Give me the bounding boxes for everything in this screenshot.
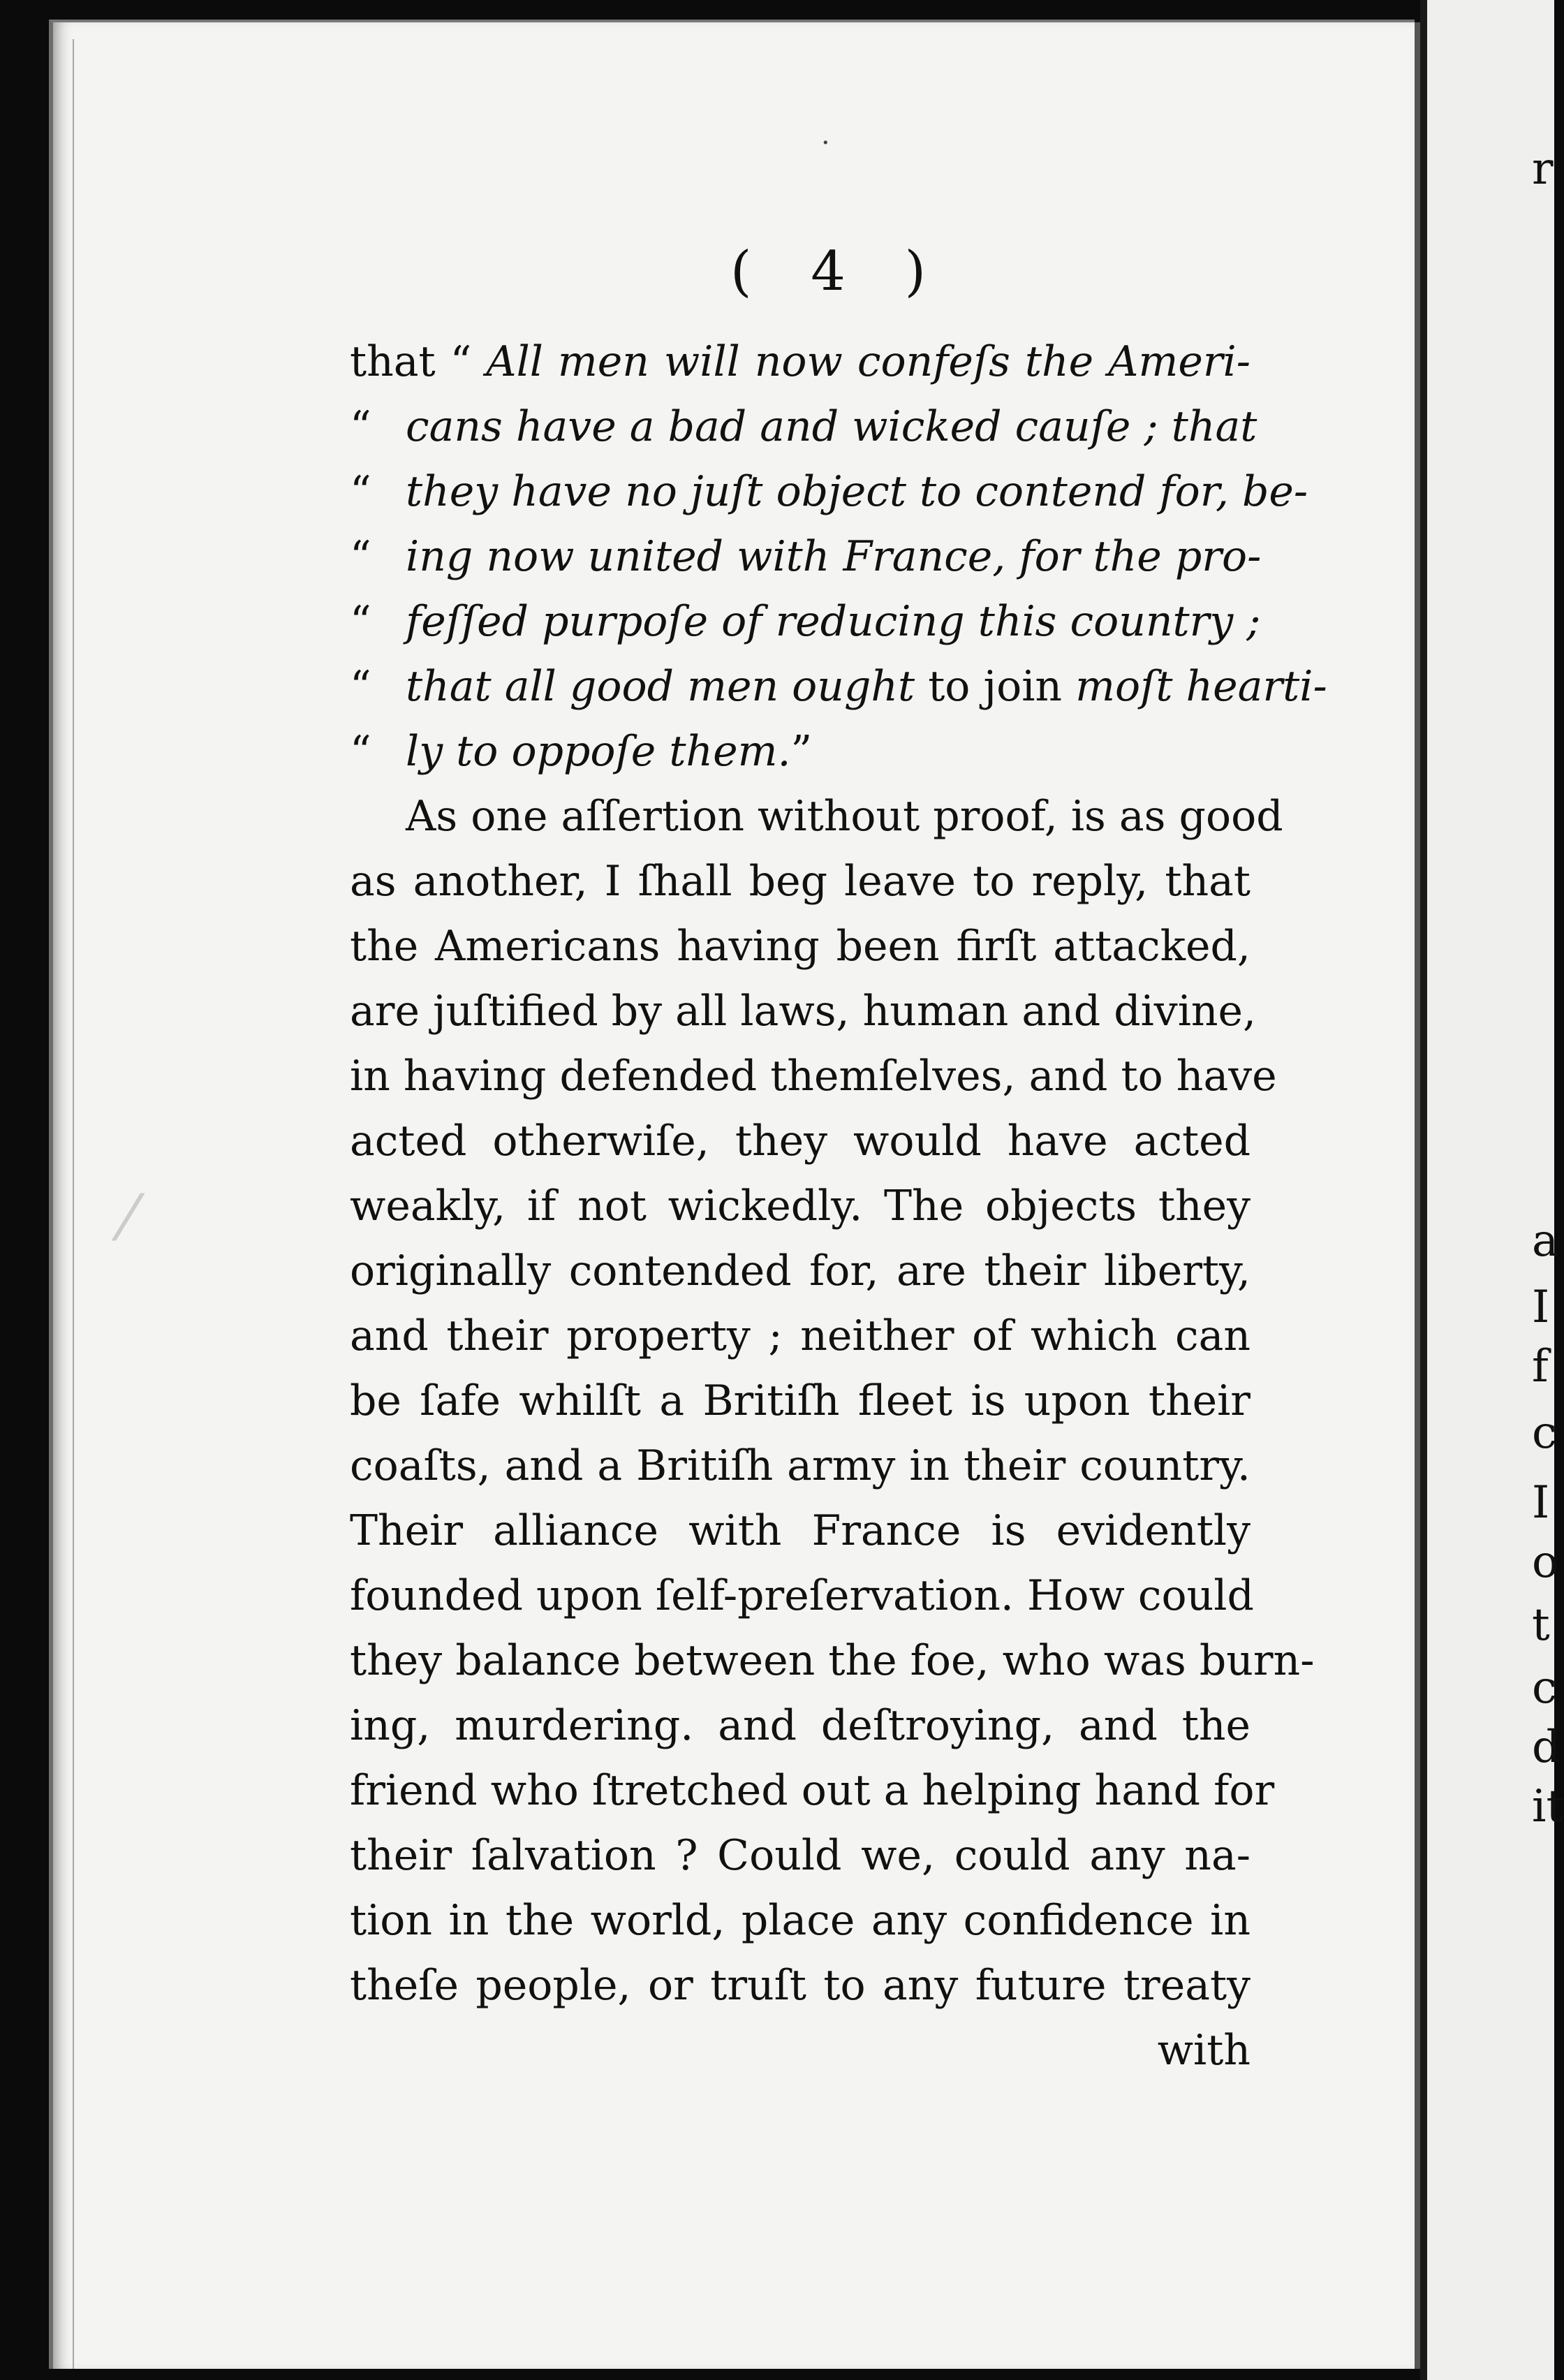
italic-run: moſt hearti- xyxy=(1075,662,1327,711)
text-line xyxy=(350,1174,1251,1239)
text-run: be ſafe whilſt a Britiſh fleet is upon their xyxy=(350,1376,1251,1425)
text-line xyxy=(350,1239,1251,1304)
text-line xyxy=(350,1304,1251,1369)
text-line xyxy=(350,1629,1315,1694)
text-run: with xyxy=(1157,2026,1251,2075)
text-line xyxy=(350,1434,1251,1499)
text-line xyxy=(350,524,1262,589)
text-run: and their property ; neither of which can xyxy=(350,1312,1251,1360)
facing-page-letter: a xyxy=(1532,1215,1559,1267)
body-text xyxy=(350,330,1327,2083)
text-run: “ xyxy=(350,597,371,646)
text-line xyxy=(350,914,1251,979)
text-line xyxy=(350,1953,1251,2018)
text-run: tion in the world, place any confidence in xyxy=(350,1896,1251,1945)
text-run: in having defended themſelves, and to have xyxy=(350,1052,1277,1101)
text-run: to join xyxy=(928,662,1076,711)
italic-run: that all good men ought xyxy=(406,662,929,711)
text-line xyxy=(350,1758,1275,1823)
text-run: “ xyxy=(350,467,371,516)
speck-mark: · xyxy=(821,127,830,159)
italic-run: feſſed purpoſe of reducing this country ; xyxy=(406,597,1261,646)
text-run: Their alliance with France is evidently xyxy=(350,1506,1251,1555)
text-line xyxy=(350,395,1257,460)
text-line xyxy=(350,589,1261,654)
text-run: the Americans having been firſt attacked, xyxy=(350,922,1251,971)
facing-page-letter: c xyxy=(1532,1662,1557,1714)
text-run: “ xyxy=(350,662,371,711)
text-run: friend who ſtretched out a helping hand for xyxy=(350,1766,1275,1815)
text-line xyxy=(350,1564,1254,1629)
text-run: “ xyxy=(350,532,371,581)
text-run: ing, murdering. and deſtroying, and the xyxy=(350,1701,1251,1750)
text-run: As one aſſertion without proof, is as good xyxy=(406,792,1283,841)
text-run: weakly, if not wickedly. The objects they xyxy=(350,1182,1251,1231)
text-run: that “ xyxy=(350,337,487,386)
text-line xyxy=(350,1369,1251,1434)
text-line xyxy=(350,1823,1251,1888)
italic-run: they have no juſt object to contend for, be- xyxy=(406,467,1308,516)
italic-run: ly to oppoſe them. xyxy=(406,727,791,776)
text-run: founded upon ſelf-preſervation. How could xyxy=(350,1571,1254,1620)
text-run: coaſts, and a Britiſh army in their country. xyxy=(350,1441,1251,1490)
text-line xyxy=(350,784,1283,849)
facing-page-letter: f xyxy=(1532,1341,1549,1393)
text-line xyxy=(350,1109,1251,1174)
text-line xyxy=(350,1044,1277,1109)
text-line xyxy=(350,1888,1251,1953)
facing-page-letter: d xyxy=(1532,1721,1561,1773)
facing-page-letter: r xyxy=(1532,143,1554,195)
italic-run: All men will now confeſs the Ameri- xyxy=(486,337,1251,386)
text-line xyxy=(350,979,1257,1044)
text-run: are juſtified by all laws, human and divine, xyxy=(350,987,1257,1036)
text-run: ” xyxy=(790,727,813,776)
text-run: originally contended for, are their liberty, xyxy=(350,1247,1251,1295)
text-run: their ſalvation ? Could we, could any na- xyxy=(350,1831,1251,1880)
facing-page-letter: it xyxy=(1532,1781,1564,1832)
text-run: acted otherwiſe, they would have acted xyxy=(350,1117,1251,1166)
facing-page-letter: c xyxy=(1532,1407,1557,1459)
facing-page-letter: t xyxy=(1532,1599,1550,1651)
facing-page-letter: I xyxy=(1532,1477,1550,1529)
book-page xyxy=(49,20,1415,2369)
italic-run: ing now united with France, for the pro- xyxy=(406,532,1262,581)
text-run: theſe people, or truſt to any future treaty xyxy=(350,1961,1251,2010)
text-run: they balance between the foe, who was burn- xyxy=(350,1636,1315,1685)
facing-page-letter: o xyxy=(1532,1536,1559,1588)
facing-page-edge xyxy=(1420,0,1564,2380)
text-line xyxy=(350,849,1251,914)
facing-page-letter: I xyxy=(1532,1281,1550,1333)
text-line xyxy=(350,460,1308,524)
paper-blemish: ⁄ xyxy=(123,1182,134,1255)
text-line xyxy=(350,719,1251,784)
text-line xyxy=(350,330,1251,395)
text-run: as another, I ſhall beg leave to reply, that xyxy=(350,857,1251,906)
text-line xyxy=(350,2018,1251,2083)
text-line xyxy=(350,654,1327,719)
text-run: “ xyxy=(350,727,371,776)
text-run: “ xyxy=(350,402,371,451)
text-line xyxy=(350,1694,1251,1758)
page-number: ( 4 ) xyxy=(730,240,947,303)
text-line xyxy=(350,1499,1251,1564)
italic-run: cans have a bad and wicked cauſe ; that xyxy=(406,402,1257,451)
